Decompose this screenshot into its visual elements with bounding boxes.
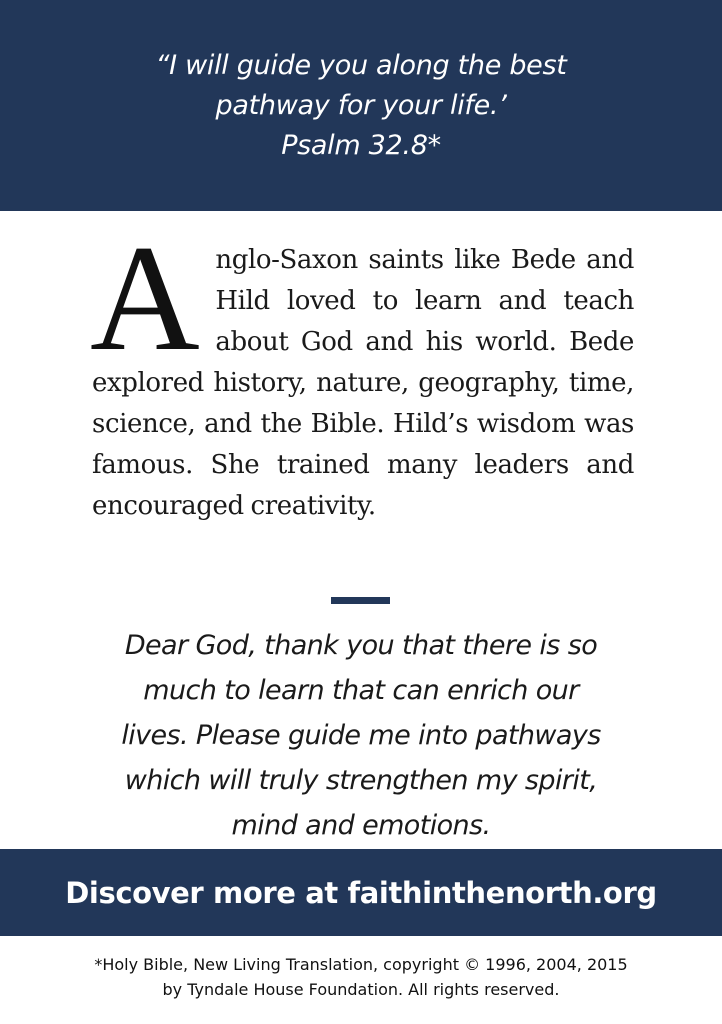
prayer-line: much to learn that can enrich our	[143, 675, 579, 706]
verse-banner	[0, 0, 722, 211]
prayer-line: mind and emotions.	[231, 810, 491, 841]
prayer-line: Dear God, thank you that there is so	[124, 630, 598, 661]
prayer-line: lives. Please guide me into pathways	[121, 720, 601, 751]
article-text: nglo-Saxon saints like Bede and Hild loved to learn and teach about God and his world. Bede explored history, nature, geography, time, science, and the Bible. Hild’s wisdom was famous. She trained many leaders and encouraged creativity.	[92, 245, 634, 521]
verse-line: pathway for your life.’	[215, 89, 507, 121]
verse-reference: Psalm 32.8*	[281, 129, 441, 161]
copyright-line: *Holy Bible, New Living Translation, copyright © 1996, 2004, 2015	[94, 955, 628, 974]
website-link[interactable]: Discover more at faithinthenorth.org	[65, 875, 657, 910]
prayer-line: which will truly strengthen my spirit,	[124, 765, 598, 796]
verse-line: “I will guide you along the best	[155, 49, 567, 81]
copyright-line: by Tyndale House Foundation. All rights reserved.	[162, 980, 560, 999]
section-divider	[331, 597, 390, 604]
drop-cap: A	[90, 214, 200, 382]
prayer-block	[70, 623, 652, 848]
article-paragraph	[90, 214, 634, 527]
cta-banner	[0, 849, 722, 936]
copyright-footer	[0, 952, 722, 1002]
